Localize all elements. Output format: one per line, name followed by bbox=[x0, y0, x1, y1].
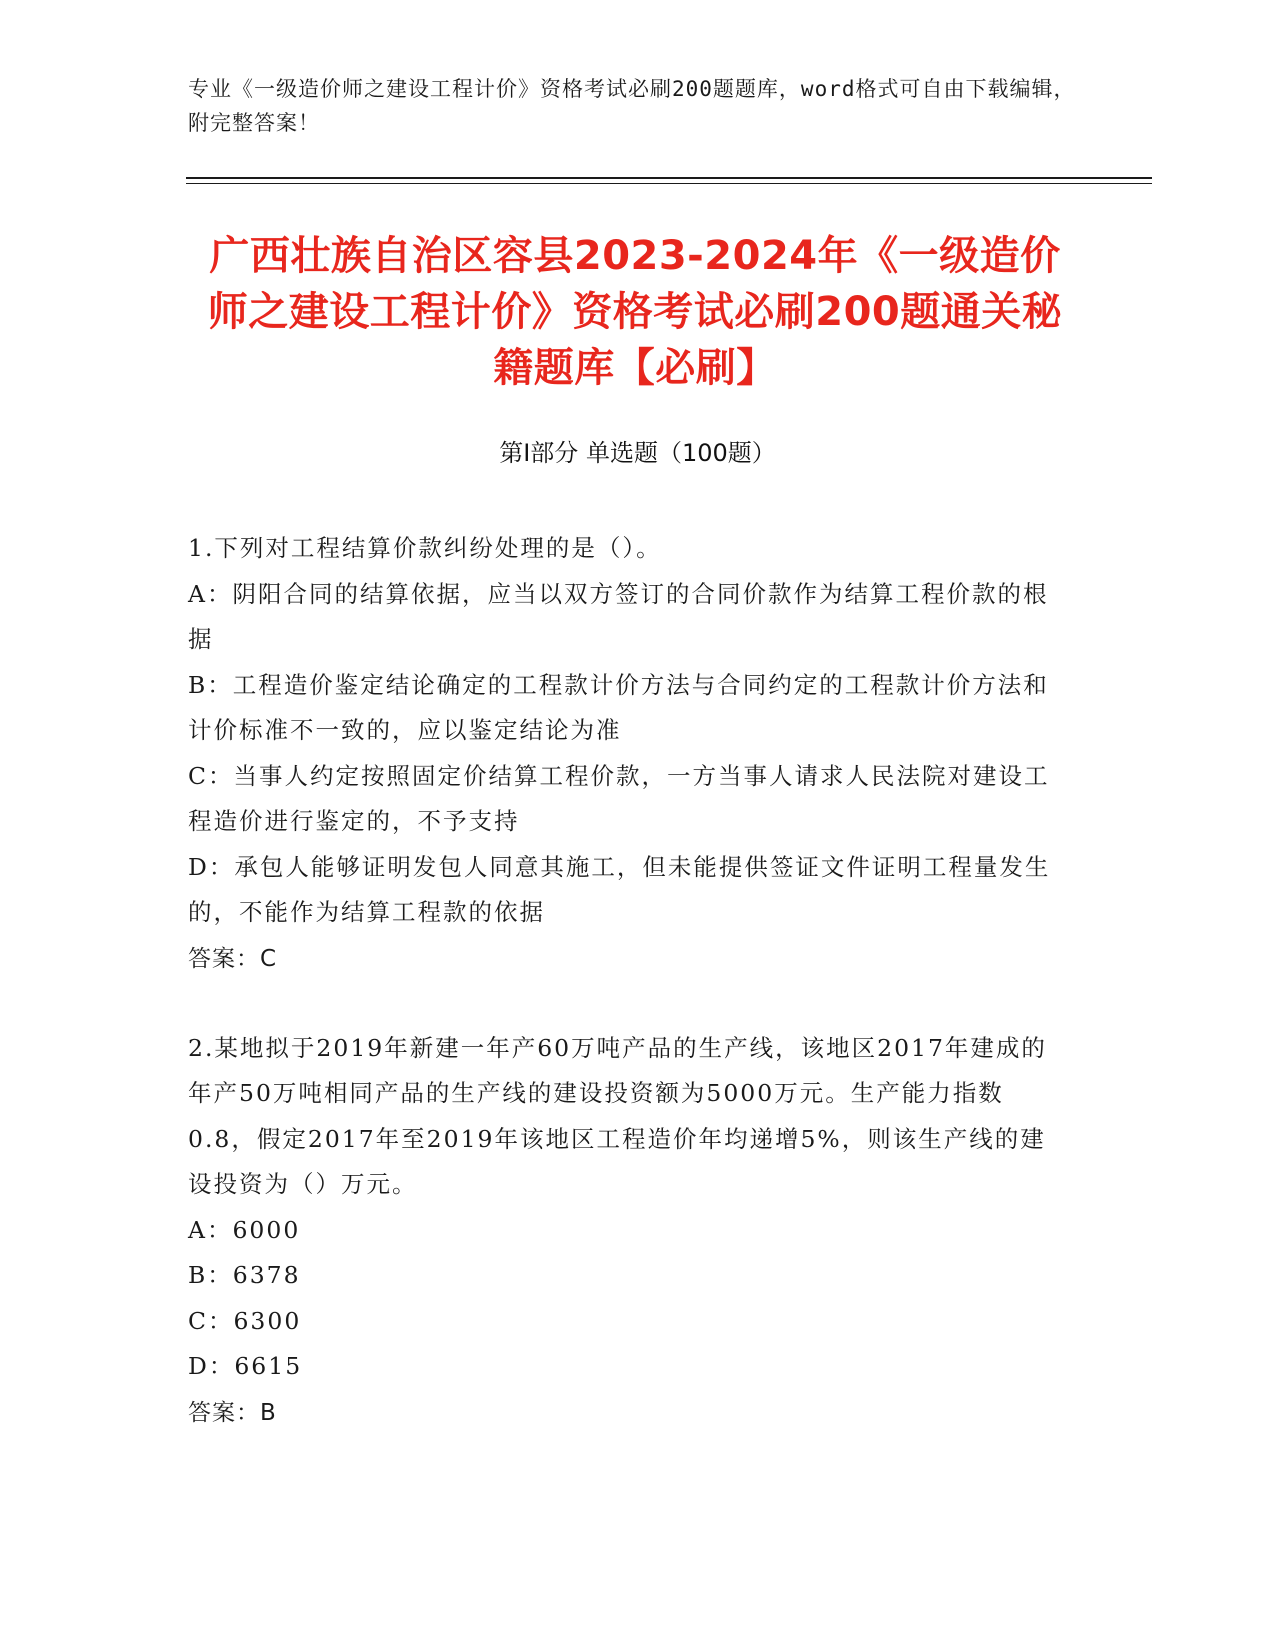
section-title: 第Ⅰ部分 单选题（100题） bbox=[499, 439, 776, 467]
question-list bbox=[188, 526, 1068, 1480]
option-d: D：承包人能够证明发包人同意其施工，但未能提供签证文件证明工程量发生的，不能作为结算工程款的依据 bbox=[188, 852, 1051, 926]
answer-label: 答案： bbox=[188, 945, 260, 972]
header-note: 专业《一级造价师之建设工程计价》资格考试必刷200题题库，word格式可自由下载编辑，附完整答案！ bbox=[188, 77, 1076, 135]
document-title: 广西壮族自治区容县2023-2024年《一级造价师之建设工程计价》资格考试必刷200题通关秘籍题库【必刷】 bbox=[207, 233, 1063, 391]
option-b: B：工程造价鉴定结论确定的工程款计价方法与合同约定的工程款计价方法和计价标准不一致的，应以鉴定结论为准 bbox=[188, 670, 1049, 744]
header-divider-thick bbox=[186, 177, 1152, 179]
header-divider-thin bbox=[186, 183, 1152, 184]
option-c: C：6300 bbox=[188, 1306, 302, 1335]
option-b: B：6378 bbox=[188, 1261, 301, 1289]
answer-line bbox=[188, 936, 1068, 982]
question-2 bbox=[188, 1026, 1068, 1436]
option-d: D：6615 bbox=[188, 1352, 303, 1380]
answer-label: 答案： bbox=[188, 1399, 260, 1426]
question-stem: 1.下列对工程结算价款纠纷处理的是（）。 bbox=[188, 534, 662, 562]
option-c: C：当事人约定按照固定价结算工程价款，一方当事人请求人民法院对建设工程造价进行鉴定的，不予支持 bbox=[188, 761, 1050, 835]
answer-line bbox=[188, 1390, 1068, 1436]
question-stem: 2.某地拟于2019年新建一年产60万吨产品的生产线，该地区2017年建成的年产50万吨相同产品的生产线的建设投资额为5000万元。生产能力指数0.8，假定2017年至2019年该地区工程造价年均递增5%，则该生产线的建设投资为（）万元。 bbox=[188, 1033, 1047, 1198]
answer-value: C bbox=[260, 945, 278, 972]
answer-value: B bbox=[260, 1399, 277, 1426]
question-1 bbox=[188, 526, 1068, 982]
option-a: A：阴阳合同的结算依据，应当以双方签订的合同价款作为结算工程价款的根据 bbox=[188, 579, 1049, 653]
option-a: A：6000 bbox=[188, 1215, 301, 1244]
